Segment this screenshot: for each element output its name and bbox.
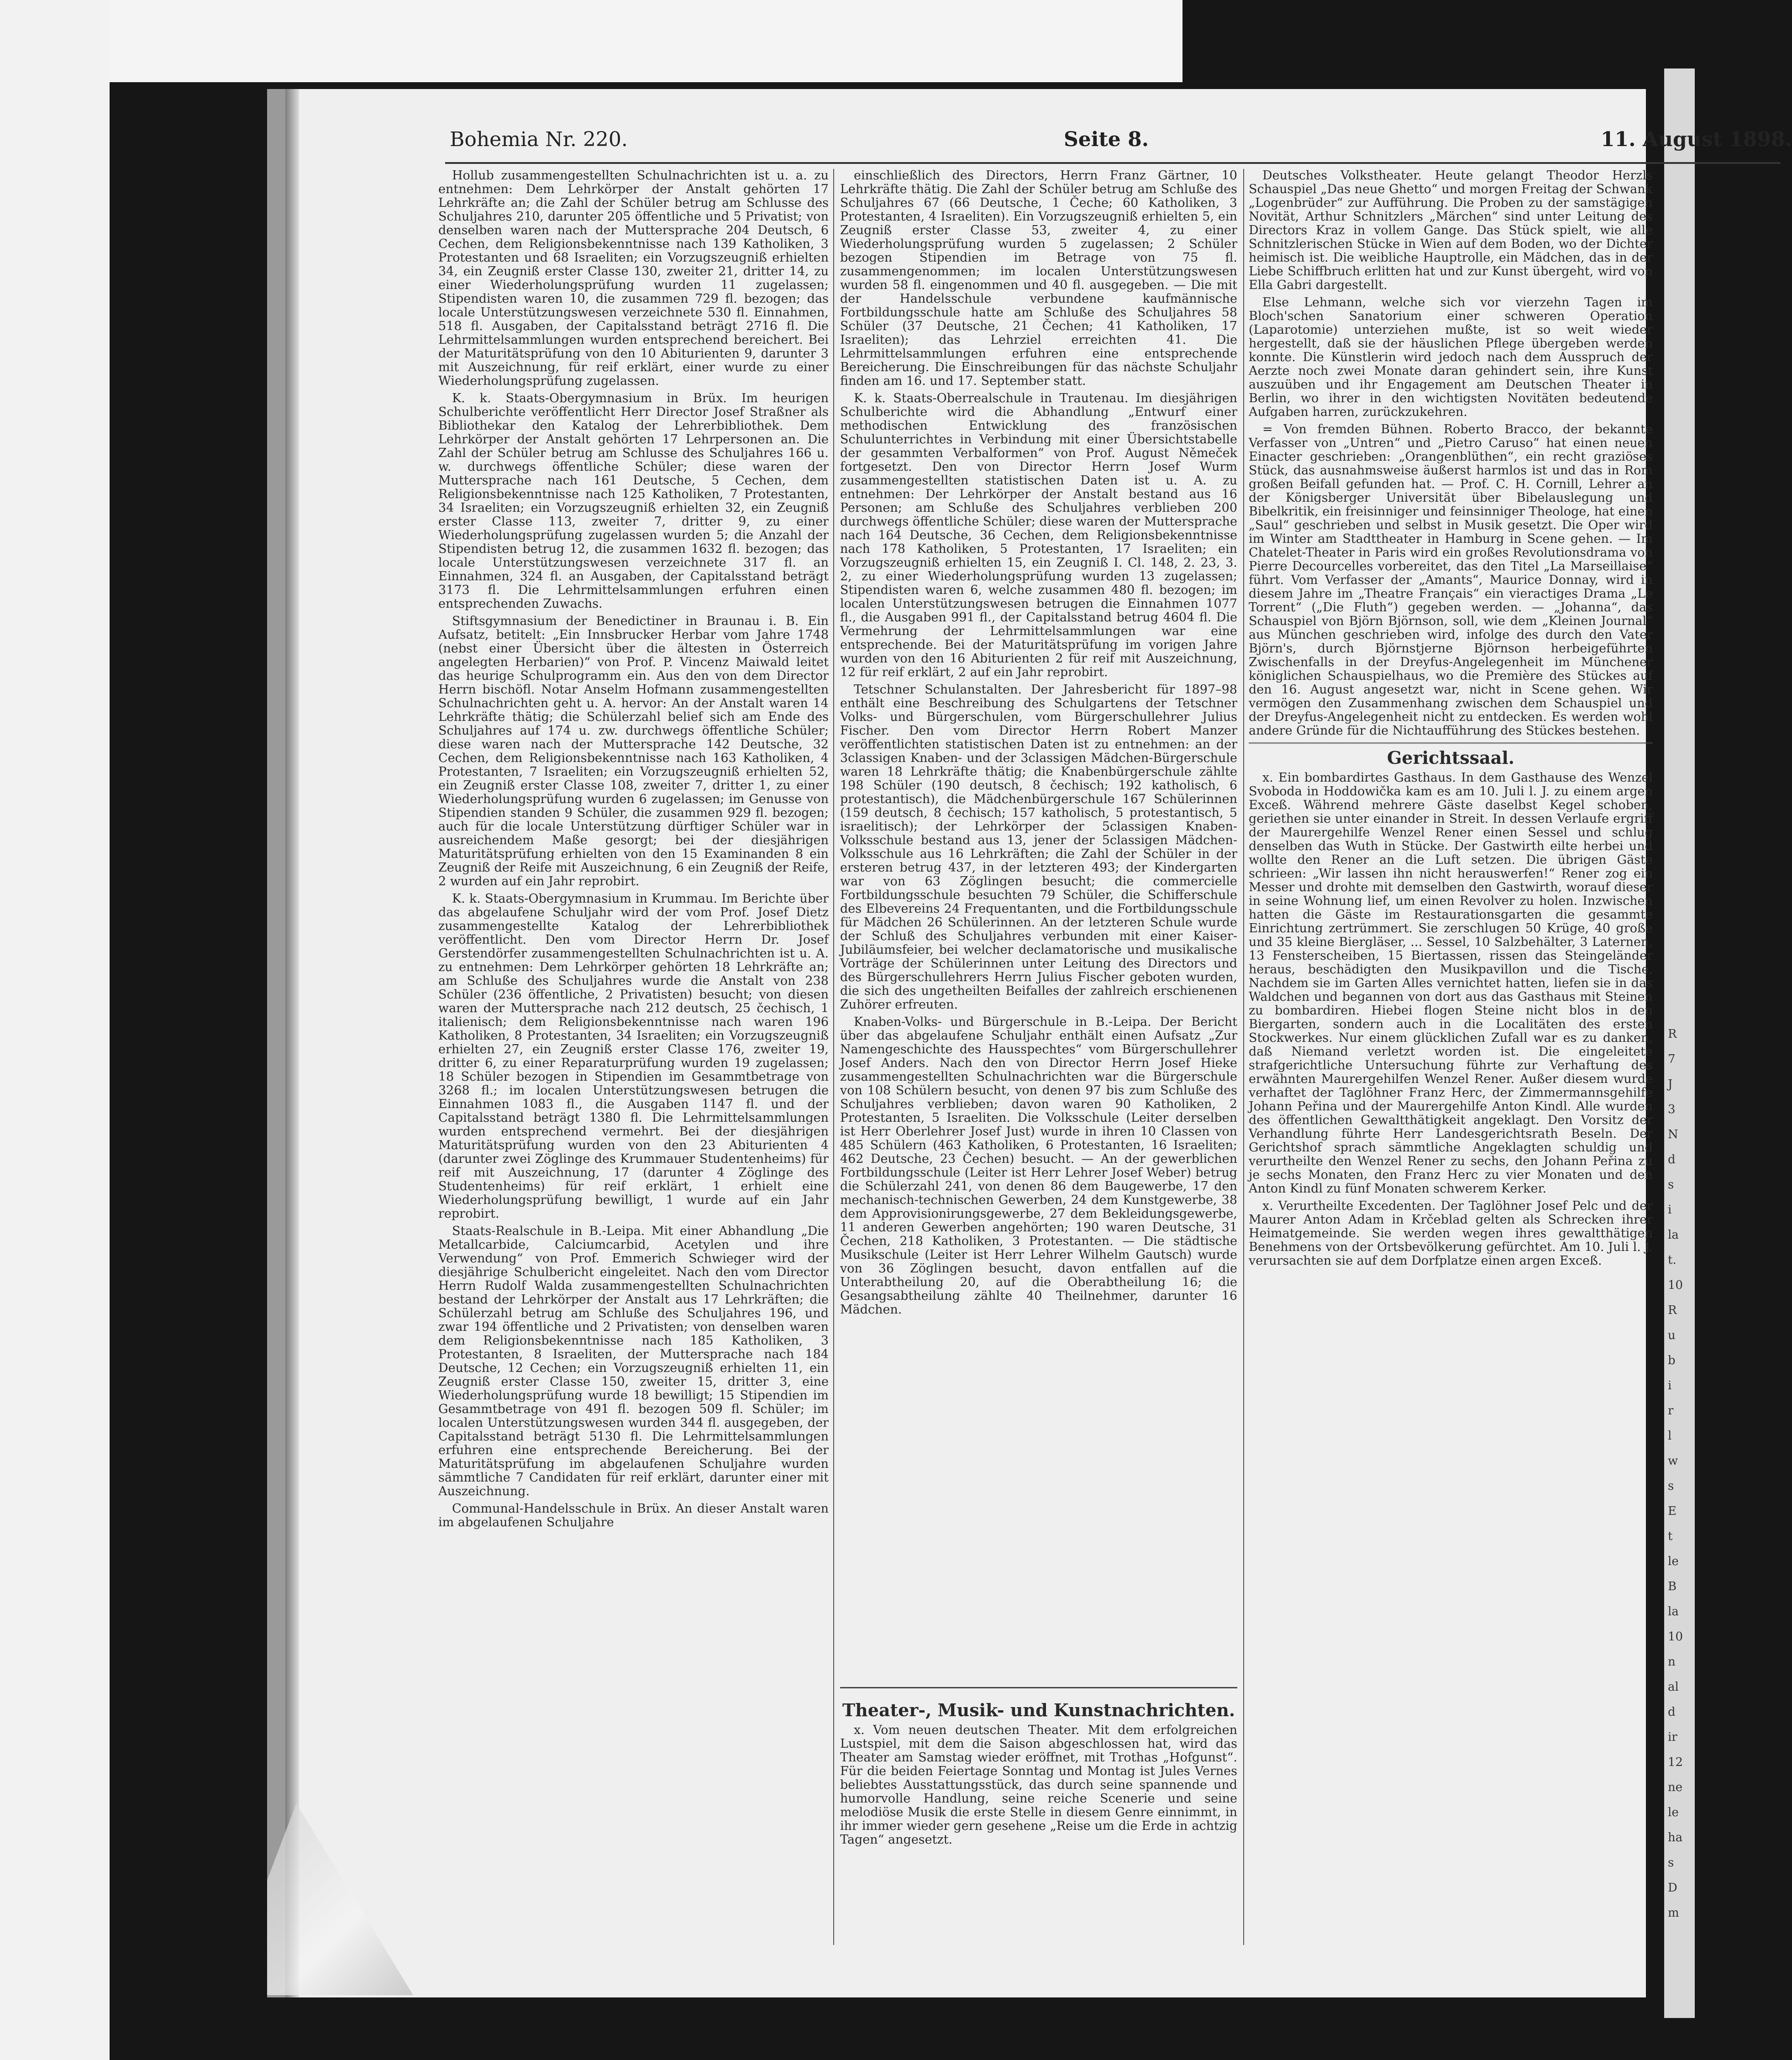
page-header bbox=[450, 128, 1792, 173]
scan-mount-top bbox=[0, 0, 1182, 82]
neighbor-text-fragment: 7 bbox=[1668, 1052, 1676, 1066]
neighbor-text-fragment: d bbox=[1668, 1153, 1676, 1167]
neighbor-text-fragment: s bbox=[1668, 1479, 1674, 1493]
column-1-paragraph: Stiftsgymnasium der Benedictiner in Braunau i. B. Ein Aufsatz, betitelt: „Ein Innsbrucker Herbar vom Jahre 1748 (nebst einer Übersicht über die ältesten in Österreich angelegten Herbarien)“ von Prof. P. Vincenz Maiwald leitet das heurige Schulprogramm ein. Aus den von dem Director Herrn bischöfl. Notar Anselm Hofmann zusammengestellten Schulnachrichten geht u. A. hervor: An der Anstalt waren 14 Lehrkräfte thätig; die Schülerzahl belief sich am Ende des Schuljahres auf 174 u. zw. durchwegs öffentliche Schüler; diese waren nach der Muttersprache 142 Deutsche, 32 Cechen, dem Religionsbekenntnisse nach 163 Katholiken, 4 Protestanten, 7 Israeliten; ein Vorzugszeugniß erhielten 52, ein Zeugniß erster Classe 108, zweiter 7, dritter 1, zu einer Wiederholungsprüfung wurden 6 zugelassen; im Genusse von Stipendien standen 9 Schüler, die zusammen 929 fl. bezogen; auch für die locale Unterstützung dürftiger Schüler war in ausreichendem Maße gesorgt; bei der diesjährigen Maturitätsprüfung erhielten von den 15 Examinanden 8 ein Zeugniß der Reife mit Auszeichnung, 6 ein Zeugniß der Reife, 2 wurden auf ein Jahr reprobirt. bbox=[438, 614, 829, 888]
section-rule bbox=[840, 1687, 1237, 1688]
neighbor-text-fragment: ne bbox=[1668, 1781, 1683, 1794]
column-2-paragraph: Tetschner Schulanstalten. Der Jahresbericht für 1897–98 enthält eine Beschreibung des Schulgartens der Tetschner Volks- und Bürgerschulen, vom Bürgerschullehrer Julius Fischer. Den vom Director Herrn Robert Manzer veröffentlichten statistischen Daten ist zu entnehmen: an der 3classigen Knaben- und der 3classigen Mädchen-Bürgerschule waren 18 Lehrkräfte thätig; die Knabenbürgerschule zählte 198 Schüler (190 deutsch, 8 čechisch; 192 katholisch, 6 protestantisch), die Mädchenbürgerschule 167 Schülerinnen (159 deutsch, 8 čechisch; 157 katholisch, 5 protestantisch, 5 israelitisch); der Lehrkörper der 5classigen Knaben-Volksschule bestand aus 13, jener der 5classigen Mädchen-Volksschule aus 16 Lehrkräften; die Zahl der Schüler in der ersteren betrug 437, in der letzteren 493; der Kindergarten war von 63 Zöglingen besucht; die commercielle Fortbildungsschule besuchten 79 Schüler, die Schifferschule des Elbevereins 24 Frequentanten, und die Fortbildungsschule für Mädchen 26 Schülerinnen. An der letzteren Schule wurde der Schluß des Schuljahres verbunden mit einer Kaiser-Jubiläumsfeier, bei welcher declamatorische und musikalische Vorträge der Schülerinnen unter Leitung des Directors und des Bürgerschullehrers Herrn Julius Fischer geboten wurden, die sich des ungetheilten Beifalles der zahlreich erschienenen Zuhörer erfreuten. bbox=[840, 683, 1237, 1012]
column-2 bbox=[840, 169, 1237, 1685]
neighbor-text-fragment: l bbox=[1668, 1429, 1672, 1443]
neighbor-text-fragment: B bbox=[1668, 1580, 1677, 1593]
header-date: 11. August 1898. bbox=[1601, 128, 1792, 151]
neighbor-text-fragment: le bbox=[1668, 1555, 1679, 1568]
neighbor-text-fragment: ir bbox=[1668, 1730, 1677, 1744]
neighbor-text-fragment: s bbox=[1668, 1856, 1674, 1870]
section-title: Theater-, Musik- und Kunstnachrichten. bbox=[842, 1700, 1235, 1720]
page-gutter-shadow bbox=[285, 89, 299, 1997]
neighbor-text-fragment: i bbox=[1668, 1203, 1672, 1217]
neighbor-text-fragment: n bbox=[1668, 1655, 1676, 1669]
neighbor-text-fragment: 10 bbox=[1668, 1278, 1683, 1292]
neighbor-text-fragment: J bbox=[1668, 1077, 1673, 1091]
neighbor-text-fragment: 3 bbox=[1668, 1103, 1676, 1116]
column-2-paragraph: einschließlich des Directors, Herrn Franz Gärtner, 10 Lehrkräfte thätig. Die Zahl der Schüler betrug am Schluße des Schuljahres 67 (66 Deutsche, 1 Čeche; 60 Katholiken, 3 Protestanten, 4 Israeliten). Ein Vorzugszeugniß erhielten 5, ein Zeugniß erster Classe 53, zweiter 4, zu einer Wiederholungsprüfung wurden 5 zugelassen; 2 Schüler bezogen Stipendien im Betrage von 75 fl. zusammengenommen; im localen Unterstützungswesen wurden 58 fl. eingenommen und 40 fl. ausgegeben. — Die mit der Handelsschule verbundene kaufmännische Fortbildungsschule hatte am Schluße des Schuljahres 58 Schüler (37 Deutsche, 21 Čechen; 41 Katholiken, 17 Israeliten); das Lehrziel erreichten 41. Die Lehrmittelsammlungen erfuhren eine entsprechende Bereicherung. Die Einschreibungen für das nächste Schuljahr finden am 16. und 17. September statt. bbox=[840, 168, 1237, 388]
theater-news-paragraph: x. Vom neuen deutschen Theater. Mit dem erfolgreichen Lustspiel, mit dem die Saison abgeschlossen hat, wird das Theater am Samstag wieder eröffnet, mit Trothas „Hofgunst“. Für die beiden Feiertage Sonntag und Montag ist Jules Vernes beliebtes Ausstattungsstück, das durch seine spannende und humorvolle Handlung, seine reiche Scenerie und seine melodiöse Musik die erste Stelle in diesem Genre einnimmt, in ihr immer wieder gern gesehene „Reise um die Erde in achtzig Tagen“ angesetzt. bbox=[840, 1723, 1237, 1847]
neighbor-text-fragment: N bbox=[1668, 1128, 1678, 1141]
column-1-paragraph: K. k. Staats-Obergymnasium in Brüx. Im heurigen Schulberichte veröffentlicht Herr Director Josef Straßner als Bibliothekar den Katalog der Lehrerbibliothek. Dem Lehrkörper der Anstalt gehörten 17 Lehrpersonen an. Die Zahl der Schüler betrug am Schlusse des Schuljahres 166 u. w. durchwegs öffentliche Schüler; diese waren der Muttersprache nach 161 Deutsche, 5 Cechen, dem Religionsbekenntnisse nach 125 Katholiken, 7 Protestanten, 34 Israeliten; ein Vorzugszeugniß erhielten 32, ein Zeugniß erster Classe 113, zweiter 7, dritter 9, zu einer Wiederholungsprüfung zugelassen wurden 5; die Anzahl der Stipendisten betrug 12, die zusammen 1632 fl. bezogen; das locale Unterstützungswesen verzeichnete 317 fl. an Einnahmen, 324 fl. an Ausgaben, der Capitalsstand beträgt 3173 fl. Die Lehrmittelsammlungen erfuhren einen entsprechenden Zuwachs. bbox=[438, 391, 829, 611]
column-3 bbox=[1249, 169, 1653, 1895]
neighbor-page-text-fragments bbox=[1664, 91, 1692, 1963]
neighbor-text-fragment: s bbox=[1668, 1178, 1674, 1192]
column-3-paragraph: Deutsches Volkstheater. Heute gelangt Theodor Herzls Schauspiel „Das neue Ghetto“ und morgen Freitag der Schwank „Logenbrüder“ zur Aufführung. Die Proben zu der samstägigen Novität, Arthur Schnitzlers „Märchen“ sind unter Leitung des Directors Kraz in vollem Gange. Das Stück spielt, wie alle Schnitzlerischen Stücke in Wien auf dem Boden, wo der Dichter heimisch ist. Die weibliche Hauptrolle, ein Mädchen, das in der Liebe Schiffbruch erlitten hat und zur Kunst übergeht, wird von Ella Gabri dargestellt. bbox=[1249, 168, 1653, 292]
neighbor-text-fragment: E bbox=[1668, 1504, 1676, 1518]
neighbor-text-fragment: i bbox=[1668, 1379, 1672, 1393]
neighbor-text-fragment: m bbox=[1668, 1906, 1679, 1920]
scan-mount-left bbox=[0, 0, 110, 2060]
court-paragraph: x. Ein bombardirtes Gasthaus. In dem Gasthause des Wenzel Svoboda in Hoddowička kam es am 10. Juli l. J. zu einem argen Exceß. Während mehrere Gäste daselbst Kegel schoben, geriethen sie unter einander in Streit. In dessen Verlaufe ergriff der Maurergehilfe Wenzel Rener einen Sessel und schlug denselben das Wuth in Stücke. Der Gastwirth eilte herbei und wollte den Rener an die Luft setzen. Die übrigen Gäste schrieen: „Wir lassen ihn nicht herauswerfen!“ Rener zog ein Messer und drohte mit demselben den Gastwirth, worauf dieser in seine Wohnung lief, um einen Revolver zu holen. Inzwischen hatten die Gäste im Restaurationsgarten die gesammte Einrichtung zertrümmert. Sie zerschlugen 50 Krüge, 40 große und 35 kleine Biergläser, ... Sessel, 10 Salzbehälter, 3 Laternen, 13 Fensterscheiben, 15 Biertassen, rissen das Steingeländer heraus, beschädigten den Musikpavillon und die Tische, Nachdem sie im Garten Alles vernichtet hatten, liefen sie in das Waldchen und begannen von dort aus das Gasthaus mit Steinen zu bombardiren. Hiebei flogen Steine nicht blos in den Biergarten, sondern auch in die Localitäten des ersten Stockwerkes. Nur einem glücklichen Zufall war es zu danken, daß Niemand verletzt worden ist. Die eingeleitete strafgerichtliche Untersuchung führte zur Verhaftung des erwähnten Maurergehilfen Wenzel Rener. Außer diesem wurde verhaftet der Taglöhner Franz Herc, der Zimmermannsgehilfe Johann Peřina und der Maurergehilfe Anton Kindl. Alle wurden des öffentlichen Gewaltthätigkeit angeklagt. Den Vorsitz der Verhandlung führte Herr Landesgerichtsrath Beseln. Der Gerichtshof sprach sämmtliche Angeklagten schuldig und verurtheilte den Wenzel Rener zu sechs, den Johann Peřina zu je sechs Monaten, den Franz Herc zu vier Monaten und den Anton Kindl zu fünf Monaten schwerem Kerker. bbox=[1249, 771, 1653, 1196]
neighbor-text-fragment: u bbox=[1668, 1329, 1676, 1342]
neighbor-text-fragment: al bbox=[1668, 1680, 1679, 1694]
neighbor-text-fragment: d bbox=[1668, 1705, 1676, 1719]
neighbor-text-fragment: R bbox=[1668, 1303, 1677, 1317]
court-section-title: Gerichtssaal. bbox=[1387, 747, 1515, 768]
neighbor-text-fragment: t. bbox=[1668, 1253, 1676, 1267]
neighbor-text-fragment: t bbox=[1668, 1529, 1673, 1543]
neighbor-text-fragment: 10 bbox=[1668, 1630, 1683, 1644]
neighbor-text-fragment: la bbox=[1668, 1228, 1679, 1242]
header-rule bbox=[445, 162, 1781, 164]
column-rule-1 bbox=[833, 169, 834, 1945]
neighbor-text-fragment: D bbox=[1668, 1881, 1677, 1895]
header-publication: Bohemia Nr. 220. bbox=[450, 128, 628, 151]
column-rule-2 bbox=[1243, 169, 1244, 1945]
neighbor-text-fragment: b bbox=[1668, 1354, 1676, 1367]
column-2-paragraph: K. k. Staats-Oberrealschule in Trautenau. Im diesjährigen Schulberichte wird die Abhandlung „Entwurf einer methodischen Entwicklung des französischen Schulunterrichtes in Verbindung mit einer Übersichtstabelle der gesammten Verbalformen“ von Prof. August Němeček fortgesetzt. Den von Director Herrn Josef Wurm zusammengestellten statistischen Daten ist u. A. zu entnehmen: Der Lehrkörper der Anstalt bestand aus 16 Personen; am Schluße des Schuljahres verblieben 200 durchwegs öffentliche Schüler; diese waren der Muttersprache nach 164 Deutsche, 36 Cechen, dem Religionsbekenntnisse nach 178 Katholiken, 5 Protestanten, 17 Israeliten; ein Vorzugszeugniß erhielten 15, ein Zeugniß I. Cl. 148, 2. 23, 3. 2, zu einer Wiederholungsprüfung wurden 13 zugelassen; Stipendisten waren 6, welche zusammen 480 fl. bezogen; im localen Unterstützungswesen betrugen die Einnahmen 1077 fl., die Ausgaben 991 fl., der Capitalsstand betrug 4604 fl. Die Vermehrung der Lehrmittelsammlungen war eine entsprechende. Bei der Maturitätsprüfung im vorigen Jahre wurden von den 16 Abiturienten 2 für reif mit Auszeichnung, 12 für reif erklärt, 2 auf ein Jahr reprobirt. bbox=[840, 391, 1237, 679]
court-paragraph: x. Verurtheilte Excedenten. Der Taglöhner Josef Pelc und der Maurer Anton Adam in Krčeblad gelten als Schrecken ihrer Heimatgemeinde. Sie werden wegen ihres gewaltthätigen Benehmens von der Ortsbevölkerung gefürchtet. Am 10. Juli l. J. verursachten sie auf dem Dorfplatze einen argen Exceß. bbox=[1249, 1199, 1653, 1268]
neighbor-text-fragment: la bbox=[1668, 1605, 1679, 1619]
column-3-paragraph: Else Lehmann, welche sich vor vierzehn Tagen im Bloch'schen Sanatorium einer schweren Operation (Laparotomie) unterziehen mußte, ist so weit wieder hergestellt, daß sie der häuslichen Pflege übergeben werden konnte. Die Künstlerin wird jedoch nach dem Ausspruch der Aerzte noch zwei Monate daran gehindert sein, ihre Kunst auszuüben und ihr Engagement am Deutschen Theater in Berlin, wo ihrer in den wichtigsten Novitäten bedeutende Aufgaben harren, zurückzukehren. bbox=[1249, 295, 1653, 419]
column-1-paragraph: K. k. Staats-Obergymnasium in Krummau. Im Berichte über das abgelaufene Schuljahr wird der vom Prof. Josef Dietz zusammengestellte Katalog der Lehrerbibliothek veröffentlicht. Den vom Director Herrn Dr. Josef Gerstendörfer zusammengestellten Schulnachrichten ist u. A. zu entnehmen: Dem Lehrkörper gehörten 18 Lehrkräfte an; am Schluße des Schuljahres wurde die Anstalt von 238 Schüler (236 öffentliche, 2 Privatisten) besucht; von diesen waren der Muttersprache nach 212 deutsch, 25 čechisch, 1 italienisch; dem Religionsbekenntnisse nach waren 196 Katholiken, 8 Protestanten, 34 Israeliten; ein Vorzugszeugniß erhielten 27, ein Zeugniß erster Classe 176, zweiter 19, dritter 6, zu einer Reparaturprüfung wurden 19 zugelassen; 18 Schüler bezogen in Stipendien im Gesammtbetrage von 3268 fl.; im localen Unterstützungswesen betrugen die Einnahmen 1083 fl., die Ausgaben 1147 fl. und der Capitalsstand beträgt 1380 fl. Die Lehrmittelsammlungen wurden entsprechend vermehrt. Bei der diesjährigen Maturitätsprüfung wurden von den 23 Abiturienten 4 (darunter zwei Zöglinge des Krummauer Studentenheims) für reif mit Auszeichnung, 17 (darunter 4 Zöglinge des Studentenheims) für reif erklärt, 1 erhielt eine Wiederholungsprüfung bewilligt, 1 wurde auf ein Jahr reprobirt. bbox=[438, 892, 829, 1221]
column-1 bbox=[438, 169, 829, 1936]
neighbor-text-fragment: r bbox=[1668, 1404, 1674, 1418]
theater-news-section bbox=[840, 1696, 1237, 1850]
header-page-number: Seite 8. bbox=[1064, 128, 1149, 151]
section-rule bbox=[1249, 742, 1653, 744]
neighbor-text-fragment: w bbox=[1668, 1454, 1678, 1468]
neighbor-text-fragment: R bbox=[1668, 1027, 1677, 1041]
column-3-paragraph: = Von fremden Bühnen. Roberto Bracco, der bekannte Verfasser von „Untren“ und „Pietro Caruso“ hat einen neuen Einacter geschrieben: „Orangenblüthen“, ein recht graziöses Stück, das ausnahmsweise äußerst harmlos ist und das in Rom großen Beifall gefunden hat. — Prof. C. H. Cornill, Lehrer an der Königsberger Universität über Bibelauslegung und Bibelkritik, ein freisinniger und feinsinniger Theologe, hat einen „Saul“ geschrieben und selbst in Musik gesetzt. Die Oper wird im Winter am Stadttheater in Hamburg in Scene gehen. — Im Chatelet-Theater in Paris wird ein großes Revolutionsdrama von Pierre Decourcelles vorbereitet, das den Titel „La Marseillaise“ führt. Vom Verfasser der „Amants“, Maurice Donnay, wird in diesem Jahre im „Theatre Français“ ein vieractiges Drama „Le Torrent“ („Die Fluth“) gegeben werden. — „Johanna“, das Schauspiel von Björn Björnson, soll, wie dem „Kleinen Journal“ aus München geschrieben wird, infolge des durch den Vater Björn's, durch Björnstjerne Björnson herbeigeführten Zwischenfalls in der Dreyfus-Angelegenheit im Münchener königlichen Schauspielhaus, wo die Première des Stückes auf den 16. August angesetzt war, nicht in Scene gehen. Wir vermögen den Zusammenhang zwischen dem Schauspiel und der Dreyfus-Angelegenheit nicht zu entdecken. Es werden wohl andere Gründe für die Nichtaufführung des Stückes bestehen. bbox=[1249, 422, 1653, 738]
newspaper-page bbox=[267, 89, 1792, 1997]
neighbor-text-fragment: ha bbox=[1668, 1831, 1683, 1845]
column-1-paragraph: Communal-Handelsschule in Brüx. An dieser Anstalt waren im abgelaufenen Schuljahre bbox=[438, 1502, 829, 1529]
neighbor-text-fragment: 12 bbox=[1668, 1755, 1683, 1769]
column-2-paragraph: Knaben-Volks- und Bürgerschule in B.-Leipa. Der Bericht über das abgelaufene Schuljahr enthält einen Aufsatz „Zur Namengeschichte des Hausspechtes“ vom Bürgerschullehrer Josef Anders. Nach den von Director Herrn Josef Hieke zusammengestellten Schulnachrichten war die Bürgerschule von 108 Schülern besucht, von denen 97 bis zum Schluße des Schuljahres verblieben; davon waren 90 Katholiken, 2 Protestanten, 5 Israeliten. Die Volksschule (Leiter derselben ist Herr Oberlehrer Josef Just) wurde in ihren 10 Classen von 485 Schülern (463 Katholiken, 6 Protestanten, 16 Israeliten; 462 Deutsche, 23 Čechen) besucht. — An der gewerblichen Fortbildungsschule (Leiter ist Herr Lehrer Josef Weber) betrug die Schülerzahl 241, von denen 86 dem Baugewerbe, 17 den mechanisch-technischen Gewerben, 24 dem Kunstgewerbe, 38 dem Approvisionirungsgewerbe, 27 dem Bekleidungsgewerbe, 11 anderen Gewerben angehörten; 190 waren Deutsche, 31 Čechen, 218 Katholiken, 3 Protestanten. — Die städtische Musikschule (Leiter ist Herr Lehrer Wilhelm Gautsch) wurde von 36 Zöglingen besucht, davon entfallen auf die Unterabtheilung 20, auf die Oberabtheilung 16; die Gesangsabtheilung zählte 40 Theilnehmer, darunter 16 Mädchen. bbox=[840, 1015, 1237, 1317]
neighbor-text-fragment: le bbox=[1668, 1806, 1679, 1819]
column-1-paragraph: Hollub zusammengestellten Schulnachrichten ist u. a. zu entnehmen: Dem Lehrkörper der Anstalt gehörten 17 Lehrkräfte an; die Zahl der Schüler betrug am Schlusse des Schuljahres 210, darunter 205 öffentliche und 5 Privatist; von denselben waren nach der Muttersprache 204 Deutsch, 6 Cechen, dem Religionsbekenntnisse nach 139 Katholiken, 3 Protestanten und 68 Israeliten; ein Vorzugszeugniß erhielten 34, ein Zeugniß erster Classe 130, zweiter 21, dritter 14, zu einer Wiederholungsprüfung wurden 11 zugelassen; Stipendisten waren 10, die zusammen 729 fl. bezogen; das locale Unterstützungswesen verzeichnete 530 fl. Einnahmen, 518 fl. Ausgaben, der Capitalsstand beträgt 2716 fl. Die Lehrmittelsammlungen wurden entsprechend bereichert. Bei der Maturitätsprüfung von den 10 Abiturienten 9, darunter 3 mit Auszeichnung, für reif erklärt, einer wurde zu einer Wiederholungsprüfung zugelassen. bbox=[438, 168, 829, 388]
column-1-paragraph: Staats-Realschule in B.-Leipa. Mit einer Abhandlung „Die Metallcarbide, Calciumcarbid, Acetylen und ihre Verwendung“ von Prof. Emmerich Schwieger wird der diesjährige Schulbericht eingeleitet. Nach den vom Director Herrn Rudolf Walda zusammengestellten Schulnachrichten bestand der Lehrkörper der Anstalt aus 17 Lehrkräften; die Schülerzahl betrug am Schluße des Schuljahres 196, und zwar 194 öffentliche und 2 Privatisten; von denselben waren dem Religionsbekenntnisse nach 185 Katholiken, 3 Protestanten, 8 Israeliten, der Muttersprache nach 184 Deutsche, 12 Cechen; ein Vorzugszeugniß erhielten 11, ein Zeugniß erster Classe 150, zweiter 15, dritter 3, eine Wiederholungsprüfung wurde 18 bewilligt; 15 Stipendien im Gesammtbetrage von 491 fl. bezogen 509 fl. Schüler; im localen Unterstützungswesen wurden 344 fl. ausgegeben, der Capitalsstand beträgt 5130 fl. Die Lehrmittelsammlungen erfuhren eine entsprechende Bereicherung. Bei der Maturitätsprüfung im abgelaufenen Schuljahre wurden sämmtliche 7 Candidaten für reif erklärt, darunter einer mit Auszeichnung. bbox=[438, 1224, 829, 1498]
